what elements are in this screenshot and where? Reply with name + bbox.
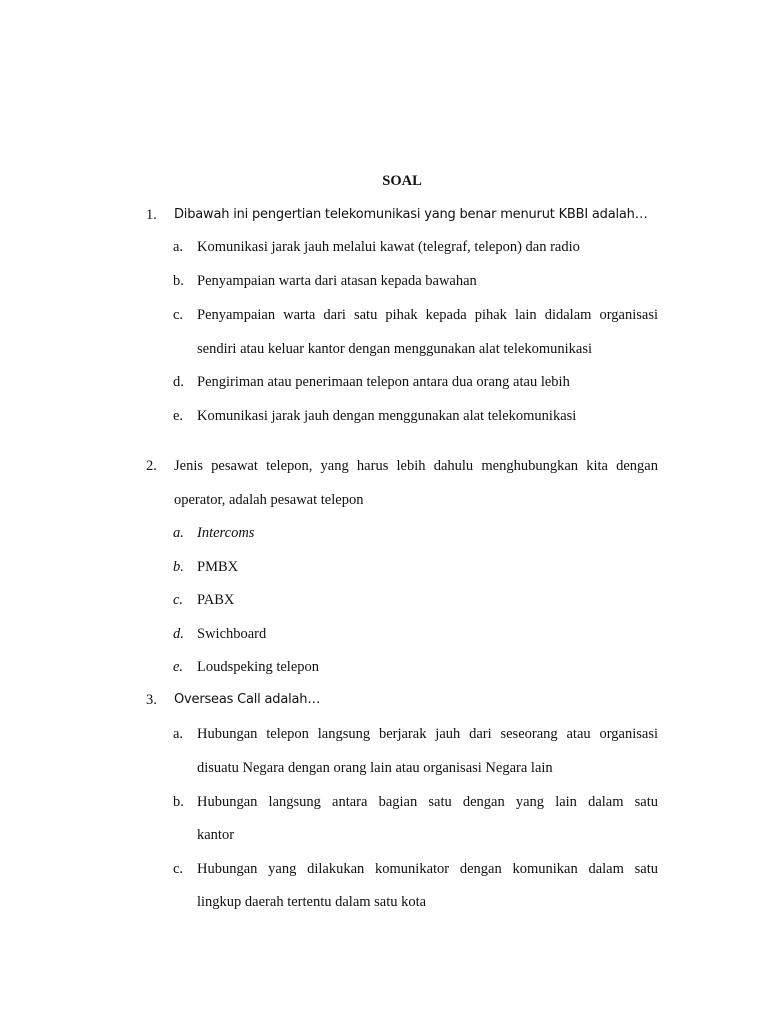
question-1-option-d-label: d. [173, 374, 184, 390]
question-3-text: Overseas Call adalah… [174, 692, 321, 707]
question-1-option-c-label: c. [173, 307, 184, 323]
question-1-option-e-label: e. [173, 408, 184, 424]
question-2-option-c-text: PABX [197, 592, 235, 608]
question-3-option-a-text-line-2: disuatu Negara dengan orang lain atau organisasi Negara lain [197, 760, 553, 776]
question-1-option-c-text-line-2: sendiri atau keluar kantor dengan menggunakan alat telekomunikasi [197, 341, 592, 357]
question-3-option-b-text-line-1: Hubungan langsung antara bagian satu dengan yang lain dalam satu [197, 794, 658, 810]
question-1-option-a-label: a. [173, 239, 184, 255]
question-1-option-e-text: Komunikasi jarak jauh dengan menggunakan alat telekomunikasi [197, 408, 577, 424]
question-3-option-a-label: a. [173, 726, 184, 742]
question-2-text-line-1: Jenis pesawat telepon, yang harus lebih dahulu menghubungkan kita dengan [174, 458, 658, 474]
question-2-number: 2. [146, 458, 157, 474]
question-2-option-e-label: e. [173, 659, 184, 675]
question-3-option-b-label: b. [173, 794, 184, 810]
question-2-option-a-text: Intercoms [197, 525, 255, 541]
question-2-option-b-text: PMBX [197, 559, 239, 575]
question-1-option-b-label: b. [173, 273, 184, 289]
question-2-option-d-label: d. [173, 626, 184, 642]
question-3-number: 3. [146, 692, 157, 708]
question-2-text-line-2: operator, adalah pesawat telepon [174, 492, 364, 508]
question-1-number: 1. [146, 207, 157, 223]
question-3-option-b-text-line-2: kantor [197, 827, 235, 843]
question-2-option-e-text: Loudspeking telepon [197, 659, 320, 675]
question-3-option-c-text-line-1: Hubungan yang dilakukan komunikator dengan komunikan dalam satu [197, 861, 658, 877]
question-3-option-c-label: c. [173, 861, 184, 877]
question-2-option-b-label: b. [173, 559, 184, 575]
question-3-option-a-text-line-1: Hubungan telepon langsung berjarak jauh dari seseorang atau organisasi [197, 726, 658, 742]
question-2-option-d-text: Swichboard [197, 626, 267, 642]
question-1-option-c-text-line-1: Penyampaian warta dari satu pihak kepada pihak lain didalam organisasi [197, 307, 658, 323]
question-1-option-d-text: Pengiriman atau penerimaan telepon antara dua orang atau lebih [197, 374, 570, 390]
question-1-option-b-text: Penyampaian warta dari atasan kepada bawahan [197, 273, 477, 289]
question-1-text: Dibawah ini pengertian telekomunikasi yang benar menurut KBBI adalah… [174, 207, 648, 222]
question-3-option-c-text-line-2: lingkup daerah tertentu dalam satu kota [197, 894, 427, 910]
question-2-option-a-label: a. [173, 525, 184, 541]
question-2-option-c-label: c. [173, 592, 184, 608]
page-title: SOAL [382, 173, 422, 189]
question-1-option-a-text: Komunikasi jarak jauh melalui kawat (telegraf, telepon) dan radio [197, 239, 580, 255]
